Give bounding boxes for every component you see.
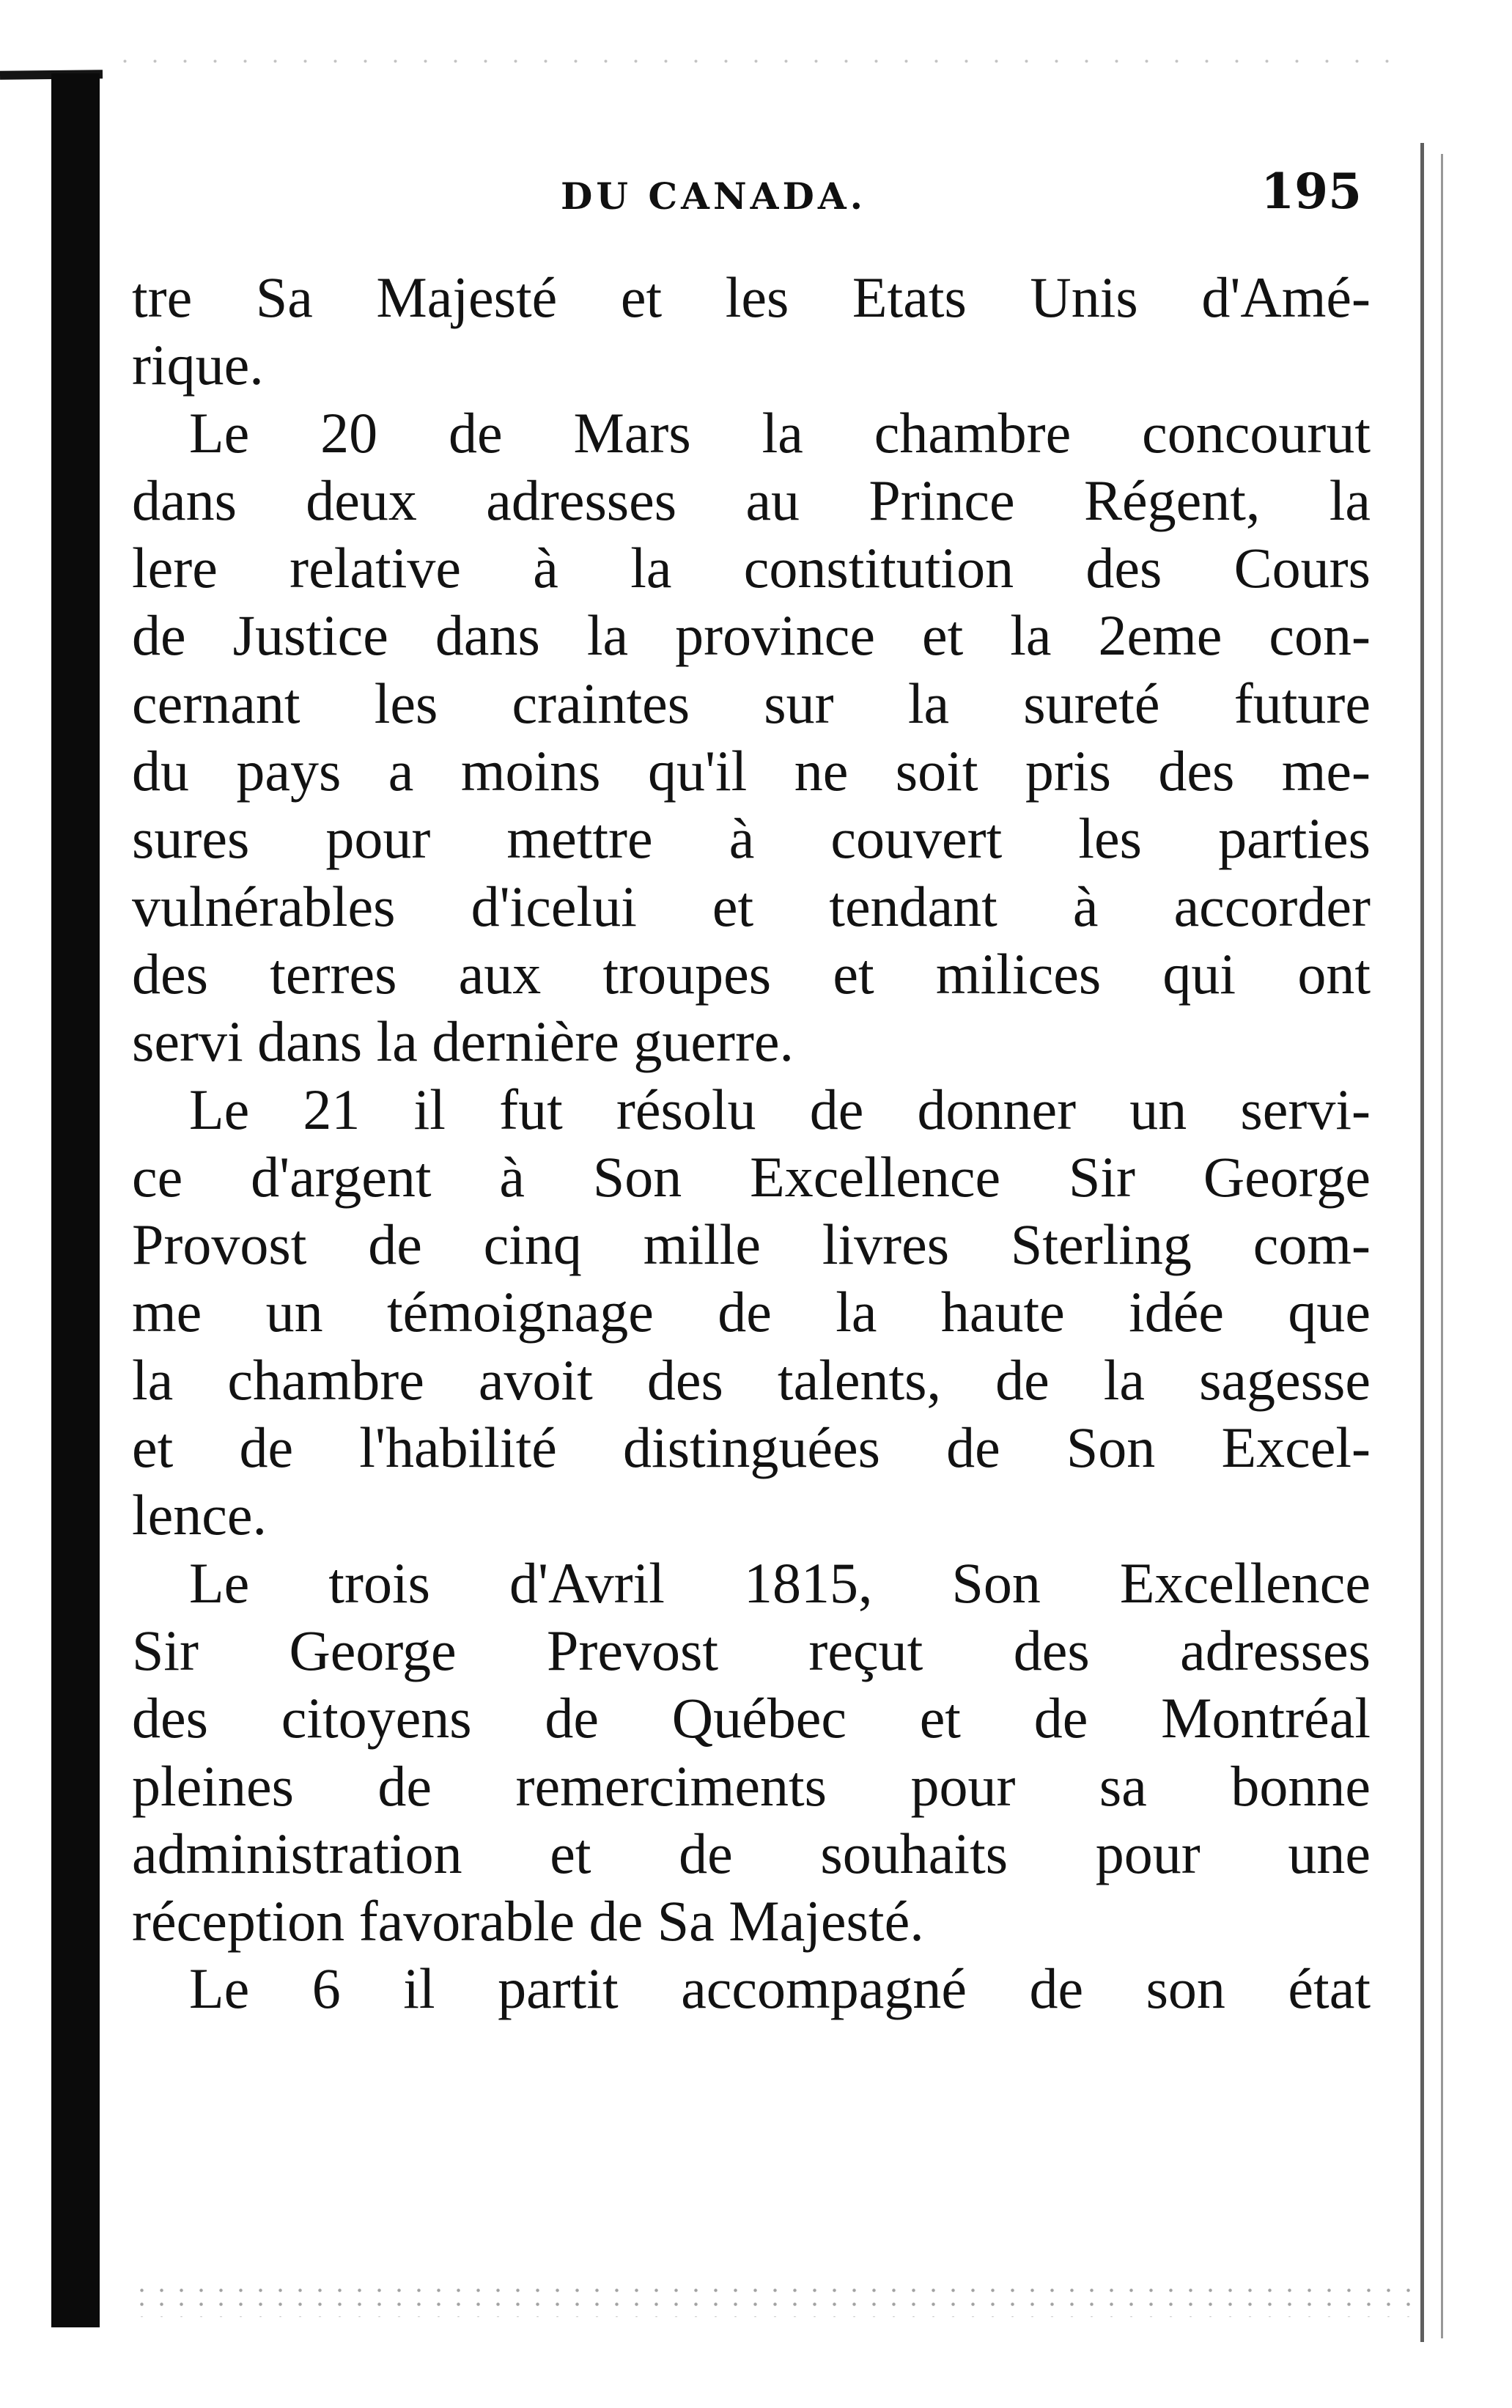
text-line: Le 6 il partit accompagné de son état xyxy=(189,1956,1371,2021)
body-text xyxy=(132,264,1371,2023)
text-line: servi dans la dernière guerre. xyxy=(132,1009,794,1074)
text-line: administration et de souhaits pour une xyxy=(132,1821,1371,1885)
text-line: des terres aux troupes et milices qui ont xyxy=(132,941,1371,1006)
text-line: Provost de cinq mille livres Sterling com- xyxy=(132,1212,1371,1277)
text-line: dans deux adresses au Prince Régent, la xyxy=(132,468,1371,532)
text-line: Sir George Prevost reçut des adresses xyxy=(132,1618,1371,1682)
right-page-rule-inner xyxy=(1441,154,1443,2338)
right-page-rule xyxy=(1420,143,1424,2342)
binding-bar xyxy=(51,73,100,2327)
text-line: cernant les craintes sur la sureté future xyxy=(132,671,1371,735)
top-speckles xyxy=(110,53,1400,75)
text-line: Le 20 de Mars la chambre concourut xyxy=(189,400,1371,465)
page-header xyxy=(132,163,1371,229)
text-line: vulnérables d'icelui et tendant à accorder xyxy=(132,874,1371,938)
text-line: pleines de remerciments pour sa bonne xyxy=(132,1753,1371,1818)
text-line: et de l'habilité distinguées de Son Excel- xyxy=(132,1415,1371,1480)
text-line: la chambre avoit des talents, de la sagesse xyxy=(132,1347,1371,1412)
bottom-speckles xyxy=(132,2283,1422,2317)
text-line: Le 21 il fut résolu de donner un servi- xyxy=(189,1077,1371,1141)
text-line: du pays a moins qu'il ne soit pris des me- xyxy=(132,739,1371,803)
text-line: lence. xyxy=(132,1483,268,1547)
text-line: rique. xyxy=(132,333,264,397)
running-head: DU CANADA. xyxy=(561,174,867,218)
text-line: de Justice dans la province et la 2eme con- xyxy=(132,603,1371,668)
text-line: lere relative à la constitution des Cours xyxy=(132,536,1371,600)
text-line: ce d'argent à Son Excellence Sir George xyxy=(132,1144,1371,1209)
text-line: réception favorable de Sa Majesté. xyxy=(132,1889,924,1954)
text-line: sures pour mettre à couvert les parties xyxy=(132,806,1371,871)
text-line: me un témoignage de la haute idée que xyxy=(132,1280,1371,1344)
text-line: tre Sa Majesté et les Etats Unis d'Amé- xyxy=(132,265,1371,329)
text-line: des citoyens de Québec et de Montréal xyxy=(132,1686,1371,1750)
text-line: Le trois d'Avril 1815, Son Excellence xyxy=(189,1550,1371,1615)
page-number: 195 xyxy=(1261,163,1362,220)
